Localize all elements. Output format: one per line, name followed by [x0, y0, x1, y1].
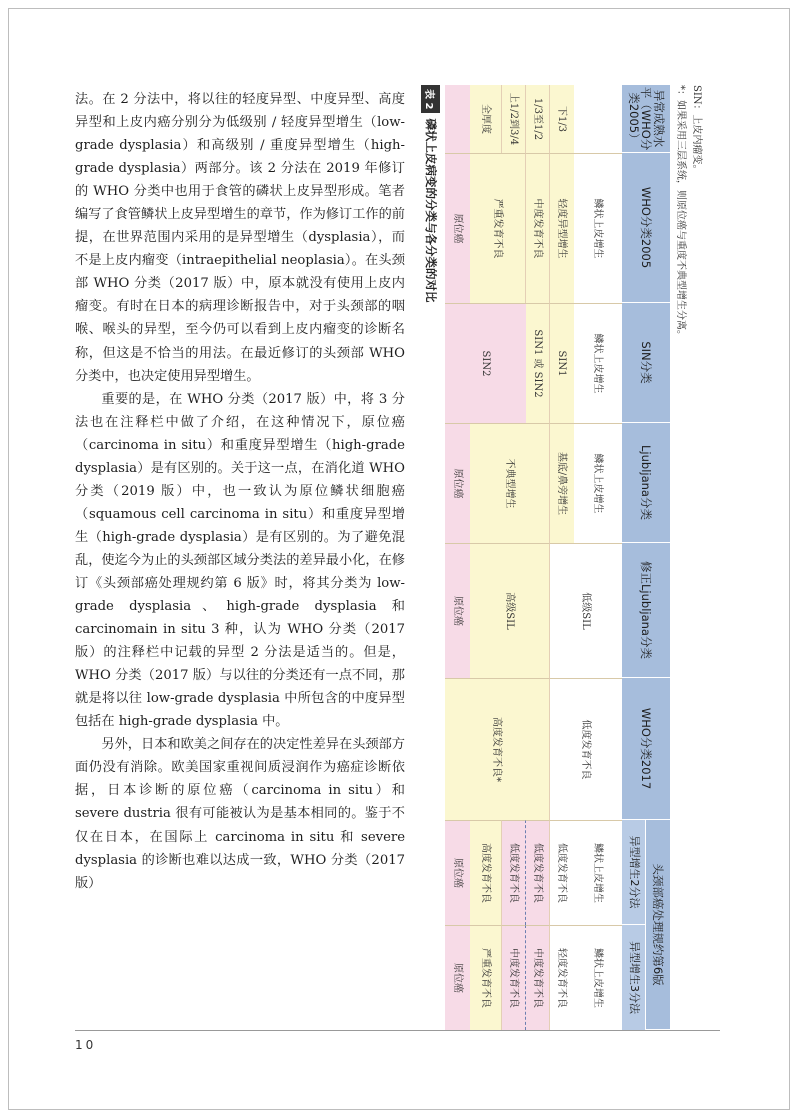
who2017-cell: 低度发育不良 — [550, 678, 622, 820]
header-jp6: 头颈部癌处理规约第6版 — [646, 820, 670, 1030]
body-text — [75, 88, 405, 895]
jp6-two-cell: 低度发育不良 — [502, 820, 526, 925]
jp6-two-cell: 低度发育不良 — [526, 820, 550, 925]
table-title: 磷状上皮病变的分类与各分类的对比 — [424, 118, 438, 303]
table-badge: 表 2 — [422, 85, 441, 113]
classification-table — [420, 85, 720, 1030]
jp6-three-cell: 中度发育不良 — [526, 925, 550, 1030]
table-footnote: SIN：上皮内瘤变。 — [691, 85, 702, 175]
who2005-cell: 轻度异型增生 — [550, 153, 574, 303]
jp6-three-cell: 原位癌 — [445, 925, 470, 1030]
header-level: 异常成熟水平（WHO分类2005） — [622, 85, 670, 153]
mod-ljubljana-cell: 低级SIL — [550, 543, 622, 678]
ljubljana-cell: 鳞状上皮增生 — [574, 423, 622, 543]
level-cell — [574, 85, 622, 153]
header-ljubljana: Ljubljana分类 — [622, 423, 670, 543]
table-footnote: *：如果采用三层系统，则原位癌与重度不典型增生分离。 — [675, 85, 686, 340]
header-who2005: WHO分类2005 — [622, 153, 670, 303]
header-sin: SIN分类 — [622, 303, 670, 423]
who2005-cell: 原位癌 — [445, 153, 470, 303]
jp6-two-cell: 原位癌 — [445, 820, 470, 925]
mod-ljubljana-cell: 高级SIL — [470, 543, 550, 678]
jp6-three-cell: 严重发育不良 — [470, 925, 502, 1030]
level-cell: 全厚度 — [470, 85, 502, 153]
level-cell: 上1/2到3/4 — [502, 85, 526, 153]
who2017-cell: 高度发育不良* — [445, 678, 550, 820]
header-who2017: WHO分类2017 — [622, 678, 670, 820]
footer-divider — [75, 1030, 720, 1031]
level-cell: 1/3至1/2 — [526, 85, 550, 153]
jp6-three-cell: 鳞状上皮增生 — [574, 925, 622, 1030]
page-number: 10 — [75, 1038, 97, 1052]
jp6-two-cell: 低度发育不良 — [550, 820, 574, 925]
jp6-two-cell: 高度发育不良 — [470, 820, 502, 925]
paragraph: 法。在 2 分法中，将以往的轻度异型、中度异型、高度异型和上皮内癌分别分为低级别 / 轻度异型增生（low-grade dysplasia）和高级别 / 重度异型增生（high-grade dysplasia）两部分。该 2 分法在 2019 年修订的 WHO 分类中也用于食管的磷状上皮异型形成。笔者编写了食管鳞状上皮异型增生的章节，作为修订工作的前提，在世界范围内采用的是异型增生（dysplasia），而不是上皮内瘤变（intraepithelial neoplasia）。在头颈部 WHO 分类（2017 版）中，原本就没有使用上皮内瘤变。有时在日本的病理诊断报告中，对于头颈部的咽喉、喉头的异型，至今仍可以看到上皮内瘤变的诊断名称，但这是不恰当的用法。在最近修订的头颈部 WHO 分类中，也决定使用异型增生。 — [75, 92, 405, 384]
sin-cell: 鳞状上皮增生 — [574, 303, 622, 423]
jp6-three-cell: 中度发育不良 — [502, 925, 526, 1030]
table-grid — [445, 85, 670, 1030]
header-mod-ljubljana: 修正Ljubljana分类 — [622, 543, 670, 678]
mod-ljubljana-cell: 原位癌 — [445, 543, 470, 678]
who2005-cell: 中度发育不良 — [526, 153, 550, 303]
jp6-three-cell: 轻度发育不良 — [550, 925, 574, 1030]
header-jp6-three: 异型增生3分法 — [622, 925, 646, 1030]
paragraph: 重要的是，在 WHO 分类（2017 版）中，将 3 分法也在注释栏中做了介绍，在这种情况下，原位癌（carcinoma in situ）和重度异型增生（high-grade dysplasia）是有区别的。关于这一点，在消化道 WHO 分类（2019 版）中，也一致认为原位鳞状细胞癌（squamous cell carcinoma in situ）和重度异型增生（high-grade dysplasia）是有区别的。为了避免混乱，使迄今为止的头颈部区域分类法的差异最小化，在修订《头颈部癌处理规约第 6 版》时，将其分类为 low-grade dysplasia、high-grade dysplasia 和 carcinomain in situ 3 种，认为 WHO 分类（2017 版）的注释栏中记载的异型 2 分法是适当的。但是，WHO 分类（2017 版）与以往的分类还有一点不同，那就是将以往 low-grade dysplasia 中所包含的中度异型包括在 high-grade dysplasia 中。 — [75, 391, 405, 730]
ljubljana-cell: 不典型增生 — [470, 423, 550, 543]
ljubljana-cell: 基底/鼻旁增生 — [550, 423, 574, 543]
level-cell: 下1/3 — [550, 85, 574, 153]
sin-cell: SIN2 — [445, 303, 526, 423]
sin-cell: SIN1 或 SIN2 — [526, 303, 550, 423]
level-cell — [445, 85, 470, 153]
sin-cell: SIN1 — [550, 303, 574, 423]
jp6-two-cell: 鳞状上皮增生 — [574, 820, 622, 925]
table-caption — [420, 85, 442, 302]
header-jp6-two: 异型增生2分法 — [622, 820, 646, 925]
who2005-cell: 鳞状上皮增生 — [574, 153, 622, 303]
who2005-cell: 严重发育不良 — [470, 153, 526, 303]
ljubljana-cell: 原位癌 — [445, 423, 470, 543]
paragraph: 另外，日本和欧美之间存在的决定性差异在头颈部方面仍没有消除。欧美国家重视间质浸润作为癌症诊断依据，日本诊断的原位癌（carcinoma in situ）和 severe dustria 很有可能被认为是基本相同的。鉴于不仅在日本，在国际上 carcinoma in situ 和 severe dysplasia 的诊断也难以达成一致，WHO 分类（2017 版） — [75, 737, 405, 891]
